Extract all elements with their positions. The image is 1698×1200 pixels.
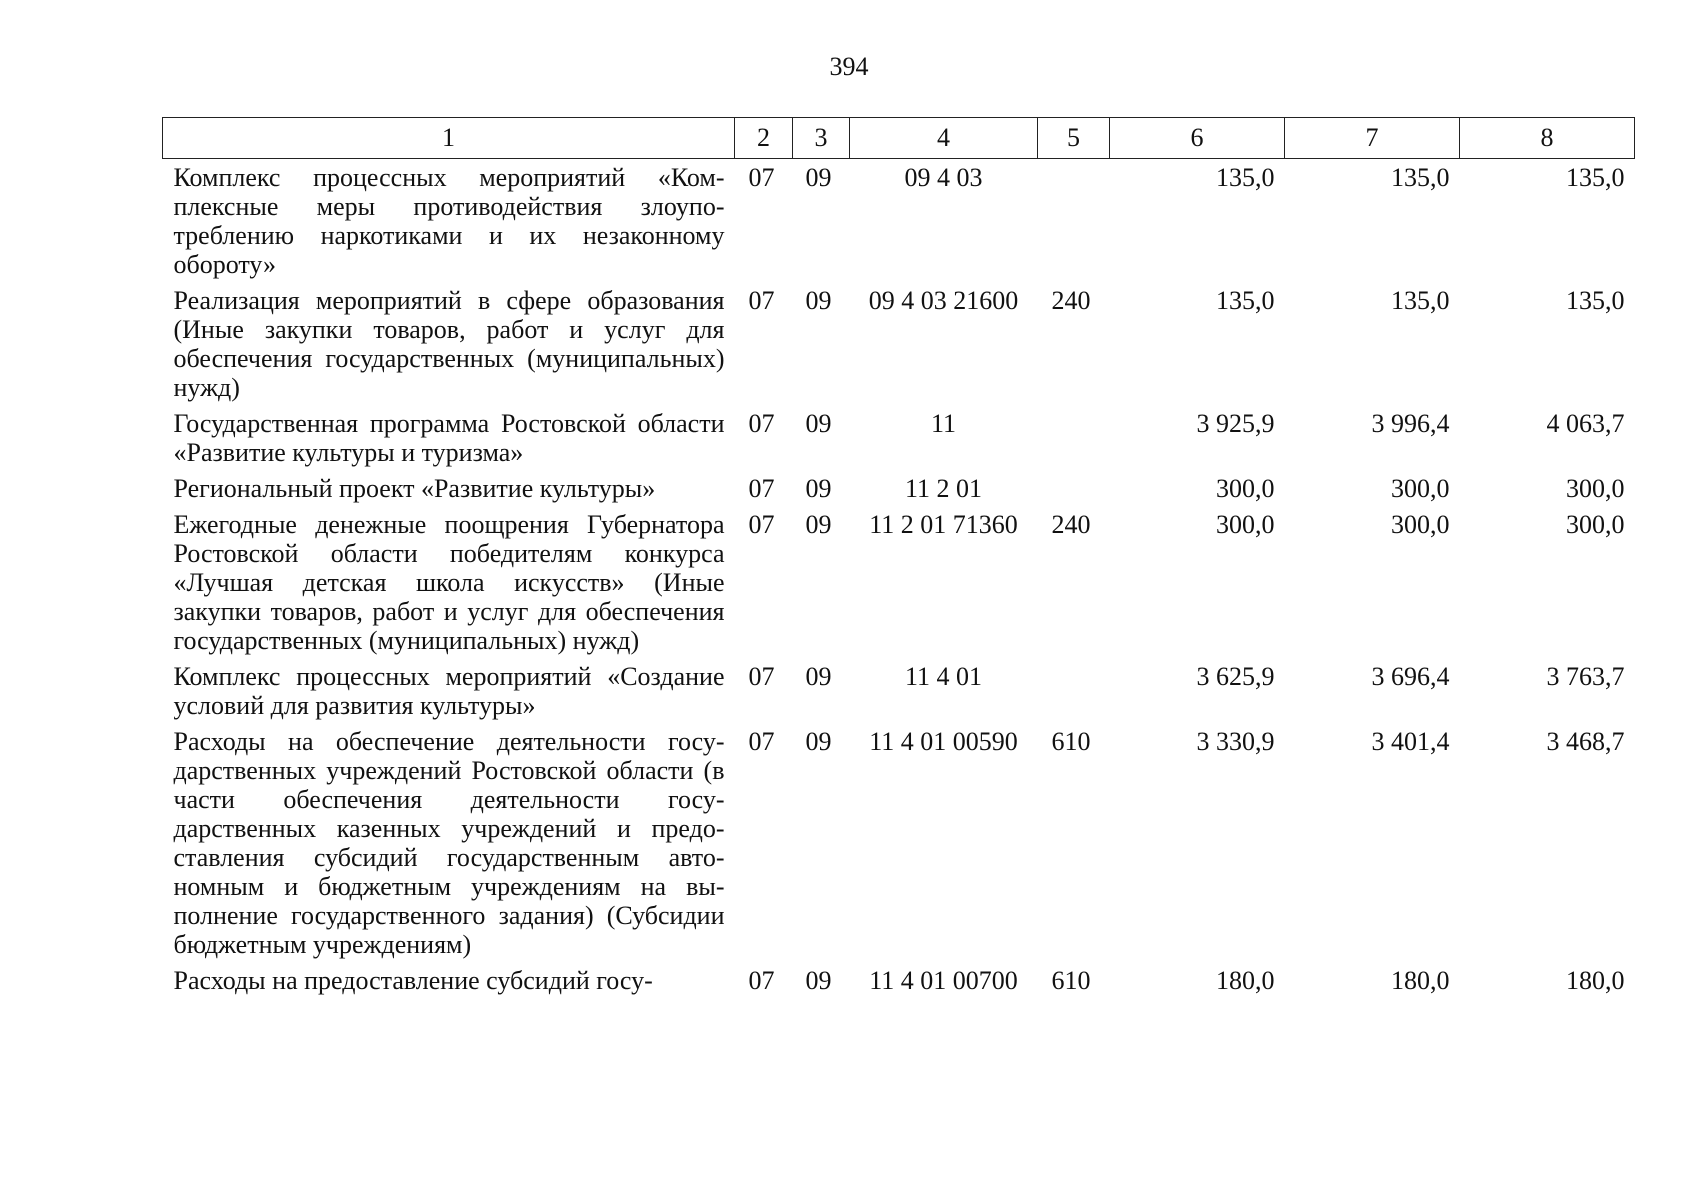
- column-header-4: 4: [850, 118, 1038, 159]
- row-name: Реализация мероприятий в сфере образования (Иные закупки товаров, работ и услуг для обеспечения государственных (муниципальных) нужд): [173, 286, 725, 402]
- row-target-article: 11 2 01: [904, 474, 983, 503]
- row-amount-col6: 300,0: [1216, 510, 1275, 539]
- row-section-code: 07: [748, 727, 775, 756]
- header-row: [163, 118, 1635, 159]
- row-amount-col8: 300,0: [1566, 510, 1625, 539]
- row-expense-type: 610: [1051, 966, 1091, 995]
- row-amount-col7: 3 696,4: [1371, 662, 1450, 691]
- row-expense-type: [1038, 658, 1110, 723]
- row-amount-col8: 4 063,7: [1546, 409, 1625, 438]
- row-target-article: 11 4 01: [904, 662, 983, 691]
- row-amount-col8: 3 763,7: [1546, 662, 1625, 691]
- row-expense-type: 610: [1051, 727, 1091, 756]
- row-section-code: 07: [748, 510, 775, 539]
- row-target-article: 11 4 01 00590: [869, 727, 1018, 756]
- row-amount-col7: 300,0: [1391, 510, 1450, 539]
- row-expense-type: [1038, 470, 1110, 506]
- column-header-6: 6: [1110, 118, 1285, 159]
- row-subsection-code: 09: [805, 286, 832, 315]
- row-amount-col8: 3 468,7: [1546, 727, 1625, 756]
- row-amount-col8: 135,0: [1566, 286, 1625, 315]
- row-amount-col7: 300,0: [1391, 474, 1450, 503]
- row-amount-col6: 135,0: [1216, 163, 1275, 192]
- row-section-code: 07: [748, 409, 775, 438]
- column-header-2: 2: [735, 118, 793, 159]
- row-name: Комплекс процессных мероприятий «Создание условий для развития культуры»: [173, 662, 725, 720]
- row-expense-type: [1038, 159, 1110, 283]
- column-header-3: 3: [793, 118, 850, 159]
- row-amount-col6: 3 330,9: [1196, 727, 1275, 756]
- row-name: Комплекс процессных мероприятий «Комплексные меры противодействия злоупотреблению наркотиками и их незаконному обороту»: [173, 163, 725, 279]
- row-amount-col6: 135,0: [1216, 286, 1275, 315]
- table-row: [163, 405, 1635, 470]
- row-subsection-code: 09: [805, 510, 832, 539]
- row-amount-col7: 135,0: [1391, 163, 1450, 192]
- table-row: [163, 723, 1635, 962]
- row-section-code: 07: [748, 474, 775, 503]
- row-subsection-code: 09: [805, 474, 832, 503]
- column-header-7: 7: [1285, 118, 1460, 159]
- row-amount-col6: 3 925,9: [1196, 409, 1275, 438]
- row-amount-col7: 3 401,4: [1371, 727, 1450, 756]
- row-amount-col7: 180,0: [1391, 966, 1450, 995]
- table-body: [163, 159, 1635, 999]
- table-header: [163, 118, 1635, 159]
- row-expense-type: 240: [1051, 286, 1091, 315]
- table-row: [163, 506, 1635, 658]
- row-section-code: 07: [748, 286, 775, 315]
- row-name: Государственная программа Ростовской области «Развитие культуры и туризма»: [173, 409, 725, 467]
- table-row: [163, 282, 1635, 405]
- row-target-article: 11: [930, 409, 957, 438]
- row-expense-type: 240: [1051, 510, 1091, 539]
- row-target-article: 11 4 01 00700: [869, 966, 1018, 995]
- row-expense-type: [1038, 405, 1110, 470]
- column-header-5: 5: [1038, 118, 1110, 159]
- row-amount-col7: 135,0: [1391, 286, 1450, 315]
- row-subsection-code: 09: [805, 966, 832, 995]
- row-subsection-code: 09: [805, 409, 832, 438]
- row-target-article: 11 2 01 71360: [869, 510, 1018, 539]
- row-amount-col6: 300,0: [1216, 474, 1275, 503]
- row-name: Региональный проект «Развитие культуры»: [173, 474, 656, 503]
- row-amount-col6: 3 625,9: [1196, 662, 1275, 691]
- row-name: Ежегодные денежные поощрения Губернатора Ростовской области победителям конкурса «Лучшая детская школа искусств» (Иные закупки товаров, работ и услуг для обеспечения государственных (муниципальных) нужд): [173, 510, 725, 655]
- row-amount-col8: 180,0: [1566, 966, 1625, 995]
- column-header-1: 1: [163, 118, 735, 159]
- row-section-code: 07: [748, 163, 775, 192]
- row-amount-col7: 3 996,4: [1371, 409, 1450, 438]
- row-amount-col8: 135,0: [1566, 163, 1625, 192]
- table-row: [163, 159, 1635, 283]
- budget-table: [162, 117, 1635, 998]
- table-row: [163, 658, 1635, 723]
- row-target-article: 09 4 03: [904, 163, 983, 192]
- row-amount-col8: 300,0: [1566, 474, 1625, 503]
- row-subsection-code: 09: [805, 163, 832, 192]
- row-subsection-code: 09: [805, 727, 832, 756]
- table-row: [163, 470, 1635, 506]
- page-number: 394: [829, 52, 869, 81]
- row-name: Расходы на обеспечение деятельности государственных учреждений Ростовской области (в части обеспечения деятельности государственных казенных учреждений и предоставления субсидий государственным автономным и бюджетным учреждениям на выполнение государственного задания) (Субсидии бюджетным учреждениям): [173, 727, 725, 959]
- row-subsection-code: 09: [805, 662, 832, 691]
- row-section-code: 07: [748, 662, 775, 691]
- row-section-code: 07: [748, 966, 775, 995]
- row-target-article: 09 4 03 21600: [868, 286, 1019, 315]
- row-name: Расходы на предоставление субсидий госу-: [173, 966, 653, 995]
- table-row: [163, 962, 1635, 998]
- row-amount-col6: 180,0: [1216, 966, 1275, 995]
- column-header-8: 8: [1460, 118, 1635, 159]
